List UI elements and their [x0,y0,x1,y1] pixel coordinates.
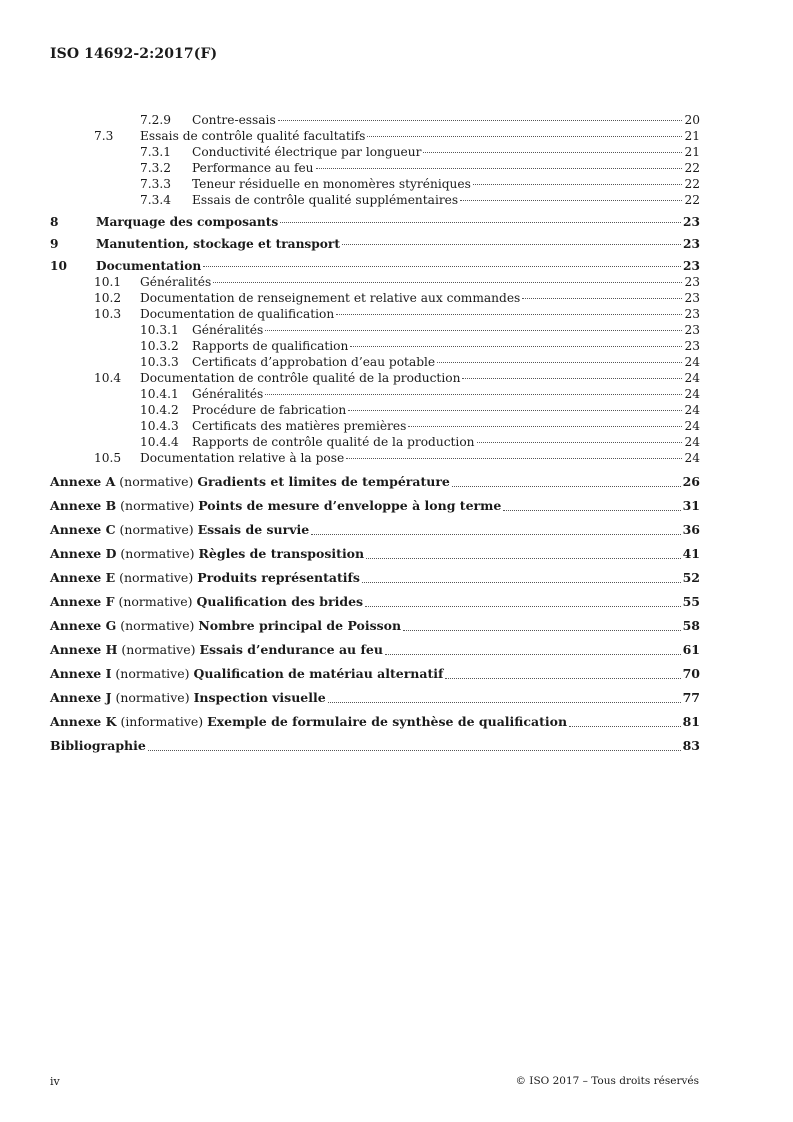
toc-leader-dots [367,136,682,137]
toc-leader-dots [336,314,682,315]
toc-entry-title: Marquage des composants [96,215,279,229]
annex-type: (normative) [120,498,195,513]
annex-title: Qualification des brides [196,594,364,609]
toc-entry-page: 24 [684,355,700,369]
toc-leader-dots [265,394,682,395]
table-of-contents [50,112,700,758]
toc-entry[interactable] [50,434,700,450]
toc-entry-number: 7.3.2 [140,161,172,175]
toc-leader-dots [346,458,682,459]
toc-entry-page: 24 [684,371,700,385]
toc-entry-page: 24 [684,451,700,465]
toc-entry-page: 21 [684,145,700,159]
toc-entry[interactable] [50,306,700,322]
annex-page: 55 [682,594,700,609]
toc-leader-dots [350,346,682,347]
annex-title: Essais d’endurance au feu [199,642,383,657]
toc-entry-title: Documentation de renseignement et relative aux commandes [140,291,521,305]
toc-leader-dots [316,168,683,169]
annex-page: 41 [682,546,700,561]
toc-leader-dots [408,426,682,427]
toc-entry-number: 10 [50,259,67,273]
toc-entry-title: Rapports de qualification [192,339,349,353]
annex-label: Annexe F [50,594,115,609]
toc-entry-page: 23 [684,339,700,353]
toc-entry[interactable] [50,144,700,160]
toc-entry[interactable] [50,112,700,128]
toc-entry-page: 24 [684,419,700,433]
toc-leader-dots [460,200,682,201]
toc-leader-dots [503,510,680,511]
toc-entry[interactable] [50,402,700,418]
toc-entry[interactable] [50,290,700,306]
annex-page: 61 [682,642,700,657]
toc-leader-dots [348,410,682,411]
toc-entry[interactable] [50,160,700,176]
toc-entry-title: Procédure de fabrication [192,403,347,417]
toc-annex-entry[interactable] [50,494,700,518]
toc-bibliography-entry[interactable] [50,734,700,758]
annex-page: 52 [682,570,700,585]
toc-leader-dots [569,726,681,727]
toc-entry-page: 22 [684,193,700,207]
annex-label: Annexe G [50,618,117,633]
toc-entry-page: 23 [684,275,700,289]
annex-type: (normative) [119,570,194,585]
toc-entry[interactable] [50,450,700,466]
annex-type: (normative) [120,618,195,633]
toc-annex-entry[interactable] [50,542,700,566]
toc-entry-title: Documentation relative à la pose [140,451,345,465]
toc-entry-title: Généralités [140,275,212,289]
toc-entry[interactable] [50,274,700,290]
annex-title: Inspection visuelle [193,690,326,705]
annex-title: Produits représentatifs [197,570,360,585]
toc-entry[interactable] [50,418,700,434]
toc-entry-number: 7.3 [94,129,114,143]
toc-leader-dots [342,244,681,245]
page-number: iv [50,1075,60,1088]
toc-entry[interactable] [50,214,700,230]
annex-label: Annexe B [50,498,117,513]
toc-leader-dots [403,630,680,631]
toc-entry-title: Certificats des matières premières [192,419,407,433]
toc-entry-title: Conductivité électrique par longueur [192,145,422,159]
annex-label: Annexe C [50,522,116,537]
toc-entry-page: 23 [683,237,700,251]
toc-entry-number: 10.3 [94,307,122,321]
annex-type: (normative) [118,594,193,609]
toc-annex-entry[interactable] [50,518,700,542]
copyright-notice: © ISO 2017 – Tous droits réservés [515,1075,699,1087]
annex-title: Points de mesure d’enveloppe à long terme [198,498,502,513]
toc-entry-page: 22 [684,177,700,191]
toc-leader-dots [311,534,680,535]
bibliography-page: 83 [682,738,700,753]
annex-page: 36 [682,522,700,537]
annex-type: (normative) [121,642,196,657]
document-id: ISO 14692-2:2017(F) [50,46,218,62]
toc-entry-number: 7.3.1 [140,145,172,159]
toc-leader-dots [213,282,682,283]
toc-entry-title: Manutention, stockage et transport [96,237,340,251]
toc-entry[interactable] [50,128,700,144]
toc-entry-title: Généralités [192,387,264,401]
toc-entry-page: 23 [684,307,700,321]
annex-title: Règles de transposition [198,546,365,561]
toc-leader-dots [445,678,680,679]
toc-entry-number: 10.4.3 [140,419,179,433]
toc-entry-number: 10.3.2 [140,339,179,353]
toc-leader-dots [462,378,682,379]
toc-annex-entry[interactable] [50,710,700,734]
toc-entry-number: 10.3.3 [140,355,179,369]
toc-annex-entry[interactable] [50,566,700,590]
toc-leader-dots [385,654,681,655]
annex-label: Annexe I [50,666,112,681]
annex-page: 26 [682,474,700,489]
toc-leader-dots [452,486,681,487]
annex-title: Nombre principal de Poisson [198,618,402,633]
toc-entry[interactable] [50,192,700,208]
toc-leader-dots [365,606,681,607]
toc-entry-number: 10.4 [94,371,122,385]
toc-entry-title: Contre-essais [192,113,276,127]
toc-leader-dots [522,298,682,299]
toc-leader-dots [148,750,681,751]
annex-label: Annexe H [50,642,118,657]
toc-entry-number: 10.4.4 [140,435,179,449]
toc-leader-dots [362,582,681,583]
toc-entry-number: 10.3.1 [140,323,179,337]
toc-entry-number: 10.4.2 [140,403,179,417]
toc-entry-page: 23 [684,291,700,305]
toc-annex-entry[interactable] [50,590,700,614]
annex-title: Qualification de matériau alternatif [193,666,444,681]
annex-page: 31 [682,498,700,513]
bibliography-title: Bibliographie [50,738,146,753]
toc-entry-page: 24 [684,403,700,417]
toc-entry-page: 24 [684,387,700,401]
toc-entry[interactable] [50,176,700,192]
annex-type: (informative) [120,714,204,729]
annex-label: Annexe J [50,690,112,705]
toc-entry-number: 10.4.1 [140,387,179,401]
annex-page: 58 [682,618,700,633]
toc-entry-title: Documentation [96,259,202,273]
toc-entry-title: Généralités [192,323,264,337]
annex-title: Exemple de formulaire de synthèse de qualification [207,714,568,729]
toc-entry-title: Certificats d’approbation d’eau potable [192,355,436,369]
toc-entry-title: Performance au feu [192,161,314,175]
toc-entry[interactable] [50,386,700,402]
toc-leader-dots [366,558,680,559]
toc-entry-title: Teneur résiduelle en monomères styréniques [192,177,471,191]
toc-leader-dots [265,330,682,331]
toc-entry-title: Documentation de qualification [140,307,335,321]
toc-entry[interactable] [50,370,700,386]
toc-annex-entry[interactable] [50,686,700,710]
toc-entry-number: 7.3.3 [140,177,172,191]
toc-entry-page: 23 [683,215,700,229]
toc-entry[interactable] [50,322,700,338]
annex-page: 81 [682,714,700,729]
toc-entry-page: 23 [683,259,700,273]
annex-page: 77 [682,690,700,705]
toc-leader-dots [328,702,681,703]
toc-entry-title: Essais de contrôle qualité facultatifs [140,129,366,143]
toc-entry-number: 10.5 [94,451,122,465]
annex-type: (normative) [119,522,194,537]
annex-label: Annexe K [50,714,117,729]
toc-entry[interactable] [50,354,700,370]
annex-type: (normative) [115,690,190,705]
annex-type: (normative) [119,474,194,489]
annex-type: (normative) [115,666,190,681]
toc-leader-dots [473,184,683,185]
toc-entry[interactable] [50,258,700,274]
annex-page: 70 [682,666,700,681]
annex-label: Annexe E [50,570,116,585]
toc-annex-entry[interactable] [50,470,700,494]
toc-entry-title: Essais de contrôle qualité supplémentaires [192,193,459,207]
toc-entry-number: 10.1 [94,275,122,289]
toc-entry-page: 20 [684,113,700,127]
toc-entry-page: 22 [684,161,700,175]
toc-annex-entry[interactable] [50,614,700,638]
toc-leader-dots [278,120,683,121]
toc-entry-page: 21 [684,129,700,143]
toc-entry-number: 7.2.9 [140,113,172,127]
toc-leader-dots [477,442,683,443]
toc-entry-title: Documentation de contrôle qualité de la production [140,371,461,385]
annex-label: Annexe D [50,546,117,561]
toc-entry-number: 10.2 [94,291,122,305]
toc-entry-number: 9 [50,237,59,251]
toc-entry-page: 24 [684,435,700,449]
toc-entry-number: 8 [50,215,59,229]
annex-type: (normative) [120,546,195,561]
toc-leader-dots [203,266,681,267]
toc-entry-number: 7.3.4 [140,193,172,207]
toc-leader-dots [423,152,682,153]
toc-entry[interactable] [50,236,700,252]
annex-title: Essais de survie [197,522,310,537]
toc-entry-page: 23 [684,323,700,337]
toc-entry[interactable] [50,338,700,354]
toc-leader-dots [280,222,681,223]
annex-label: Annexe A [50,474,116,489]
toc-leader-dots [437,362,682,363]
toc-entry-title: Rapports de contrôle qualité de la production [192,435,475,449]
toc-annex-entry[interactable] [50,638,700,662]
toc-annex-entry[interactable] [50,662,700,686]
annex-title: Gradients et limites de température [197,474,450,489]
